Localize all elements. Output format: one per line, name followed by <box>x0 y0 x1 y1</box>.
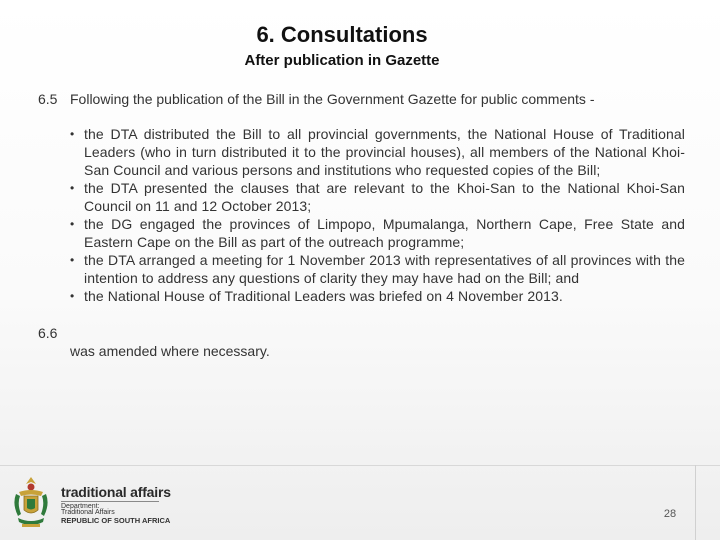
bullet-text: the DTA presented the clauses that are relevant to the Khoi-San to the National Khoi-San Council on 11 and 12 October 2013; <box>84 180 685 214</box>
department-label: Department: <box>61 503 100 510</box>
bullet-item <box>70 179 685 215</box>
department-wordmark: traditional affairs <box>61 484 171 500</box>
department-name: Traditional Affairs <box>61 509 115 516</box>
section-6-5-number: 6.5 <box>38 91 58 107</box>
bullet-marker: • <box>70 181 75 195</box>
bullet-text: the DTA arranged a meeting for 1 November 2013 with representatives of all provinces with the intention to address any questions of clarity they may have had on the Bill; and <box>84 252 685 286</box>
bullet-item <box>70 215 685 251</box>
bullet-marker: • <box>70 127 75 141</box>
bullet-text: the DTA distributed the Bill to all provincial governments, the National House of Traditional Leaders (who in turn distributed it to the provincial houses), all members of the National Khoi-San Council and various persons and institutions who requested copies of the Bill; <box>84 126 685 178</box>
slide-title: 6. Consultations <box>256 22 428 47</box>
bullet-item <box>70 251 685 287</box>
page-number: 28 <box>663 508 677 520</box>
bullet-marker: • <box>70 217 75 231</box>
wordmark-rule <box>61 501 159 502</box>
section-6-6-number: 6.6 <box>38 325 58 341</box>
country-name: REPUBLIC OF SOUTH AFRICA <box>61 516 171 525</box>
footer-vertical-divider <box>695 465 696 540</box>
footer-divider <box>0 465 720 466</box>
bullet-text: the National House of Traditional Leaders was briefed on 4 November 2013. <box>84 288 563 304</box>
bullet-text: the DG engaged the provinces of Limpopo, Mpumalanga, Northern Cape, Free State and Eastern Cape on the Bill as part of the outreach programme; <box>84 216 685 250</box>
south-africa-coat-of-arms-icon <box>10 474 52 530</box>
bullet-marker: • <box>70 253 75 267</box>
slide-subtitle: After publication in Gazette <box>244 52 440 69</box>
section-6-5-bullet-list <box>70 125 685 305</box>
bullet-marker: • <box>70 289 75 303</box>
bullet-item <box>70 287 685 305</box>
section-6-6-text: was amended where necessary. <box>70 343 270 359</box>
section-6-5-intro: Following the publication of the Bill in the Government Gazette for public comments - <box>70 91 595 107</box>
bullet-item <box>70 125 685 179</box>
